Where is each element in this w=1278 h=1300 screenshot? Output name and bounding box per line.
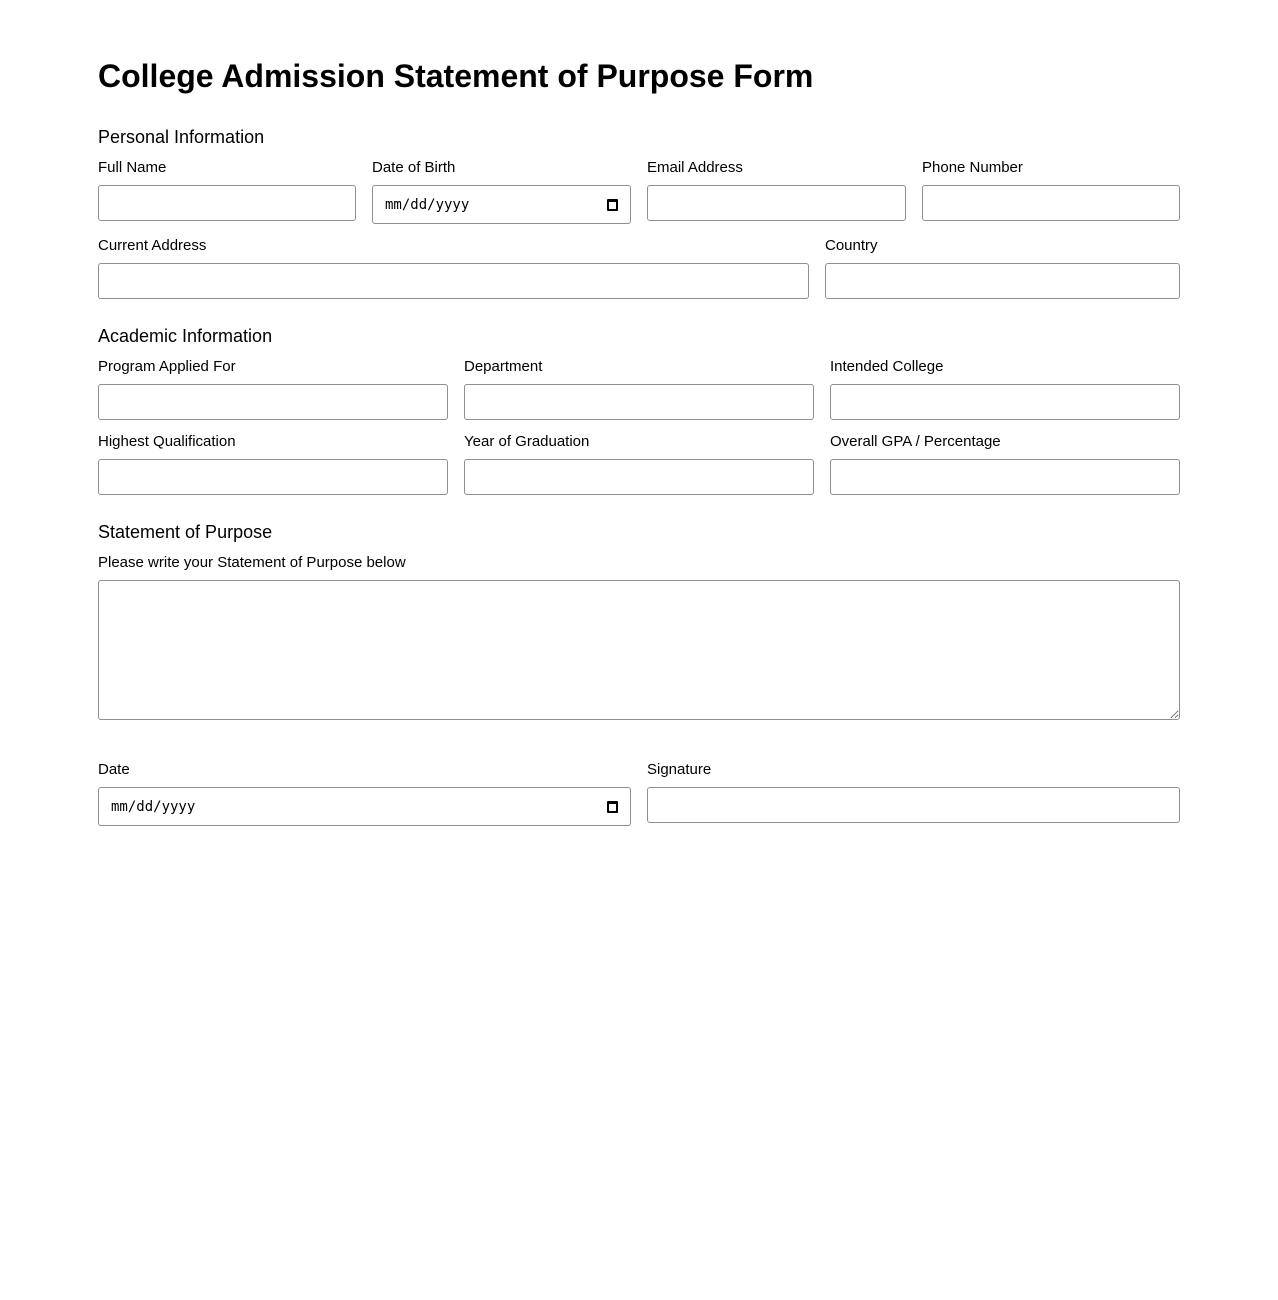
phone-input[interactable]: [922, 185, 1180, 221]
dob-input[interactable]: [372, 185, 631, 224]
qualification-input[interactable]: [98, 459, 448, 495]
page-title: College Admission Statement of Purpose Form: [98, 58, 814, 94]
dob-label: Date of Birth: [372, 159, 456, 176]
college-input[interactable]: [830, 384, 1180, 420]
program-label: Program Applied For: [98, 358, 236, 375]
signature-label: Signature: [647, 761, 712, 778]
country-label: Country: [825, 237, 878, 254]
section-academic-information: Academic Information: [98, 326, 273, 346]
gpa-label: Overall GPA / Percentage: [830, 433, 1001, 450]
sop-textarea[interactable]: [98, 580, 1180, 720]
dob-placeholder: mm/dd/yyyy: [385, 196, 470, 213]
section-statement-of-purpose: Statement of Purpose: [98, 522, 273, 542]
date-placeholder: mm/dd/yyyy: [111, 798, 196, 815]
date-input[interactable]: [98, 787, 631, 826]
date-label: Date: [98, 761, 130, 778]
grad-year-label: Year of Graduation: [464, 433, 590, 450]
sop-label: Please write your Statement of Purpose below: [98, 554, 406, 571]
signature-input[interactable]: [647, 787, 1180, 823]
address-label: Current Address: [98, 237, 207, 254]
calendar-icon[interactable]: [607, 801, 618, 813]
address-input[interactable]: [98, 263, 809, 299]
section-personal-information: Personal Information: [98, 127, 265, 147]
qualification-label: Highest Qualification: [98, 433, 236, 450]
full-name-input[interactable]: [98, 185, 356, 221]
program-input[interactable]: [98, 384, 448, 420]
phone-label: Phone Number: [922, 159, 1023, 176]
department-input[interactable]: [464, 384, 814, 420]
calendar-icon[interactable]: [607, 199, 618, 211]
email-label: Email Address: [647, 159, 743, 176]
gpa-input[interactable]: [830, 459, 1180, 495]
full-name-label: Full Name: [98, 159, 167, 176]
grad-year-input[interactable]: [464, 459, 814, 495]
email-input[interactable]: [647, 185, 906, 221]
country-input[interactable]: [825, 263, 1180, 299]
college-label: Intended College: [830, 358, 944, 375]
department-label: Department: [464, 358, 543, 375]
